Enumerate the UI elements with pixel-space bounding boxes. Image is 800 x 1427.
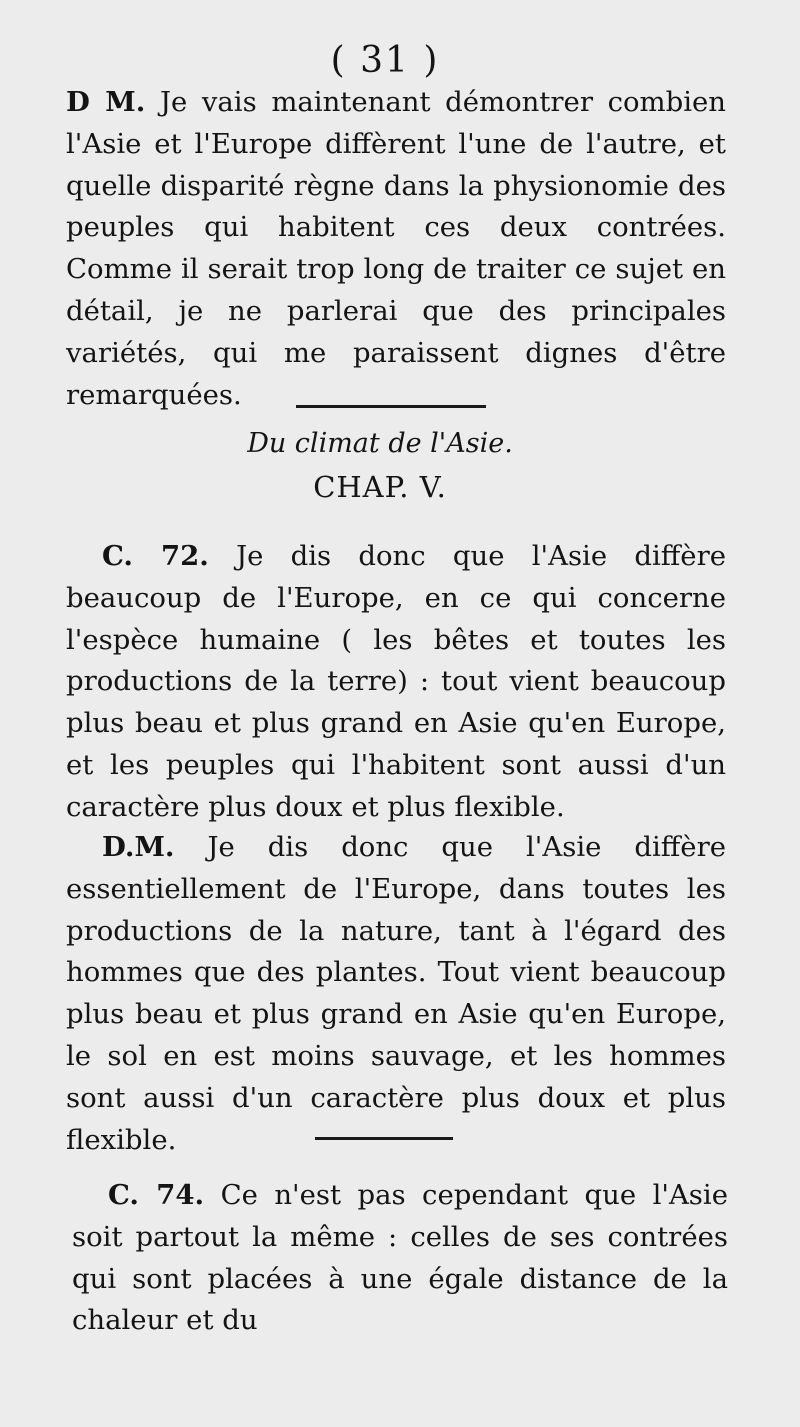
paragraph-dm-commentary (66, 827, 726, 1161)
paragraph-lead: D.M. (102, 831, 175, 863)
page-number: ( 31 ) (330, 40, 440, 81)
section-title: Du climat de l'Asie. (247, 428, 513, 459)
paragraph-lead: D M. (66, 86, 146, 118)
paragraph-text: Je vais maintenant démontrer combien l'Asie et l'Europe diffèrent l'une de l'autre, et quelle disparité règne dans la physionomie des peuples qui habitent ces deux contrées. Comme il serait trop long de traiter ce sujet en détail, je ne parlerai que des principales variétés, qui me paraissent dignes d'être remarquées. (66, 86, 727, 411)
paragraph-text: Je dis donc que l'Asie diffère beaucoup de l'Europe, en ce qui concerne l'espèce humaine ( les bêtes et toutes les productions de la terre) : tout vient beaucoup plus beau et plus grand en Asie qu'en Europe, et les peuples qui l'habitent sont aussi d'un caractère plus doux et plus flexible. (66, 540, 726, 823)
paragraph-text: Je dis donc que l'Asie diffère essentiellement de l'Europe, dans toutes les productions de la nature, tant à l'égard des hommes que des plantes. Tout vient beaucoup plus beau et plus grand en Asie qu'en Europe, le sol en est moins sauvage, et les hommes sont aussi d'un caractère plus doux et plus flexible. (66, 831, 726, 1156)
paragraph-lead: C. 72. (102, 540, 209, 572)
paragraph-c74 (72, 1175, 728, 1342)
paragraph-c72 (66, 536, 726, 829)
paragraph-lead: C. 74. (108, 1179, 205, 1211)
paragraph-dm-intro (66, 82, 726, 416)
paragraph-text: Ce n'est pas cependant que l'Asie soit partout la même : celles de ses contrées qui sont placées à une égale distance de la chaleur et du (72, 1179, 728, 1337)
section-divider (315, 1137, 453, 1140)
chapter-heading: CHAP. V. (313, 470, 447, 504)
section-divider (296, 405, 486, 408)
